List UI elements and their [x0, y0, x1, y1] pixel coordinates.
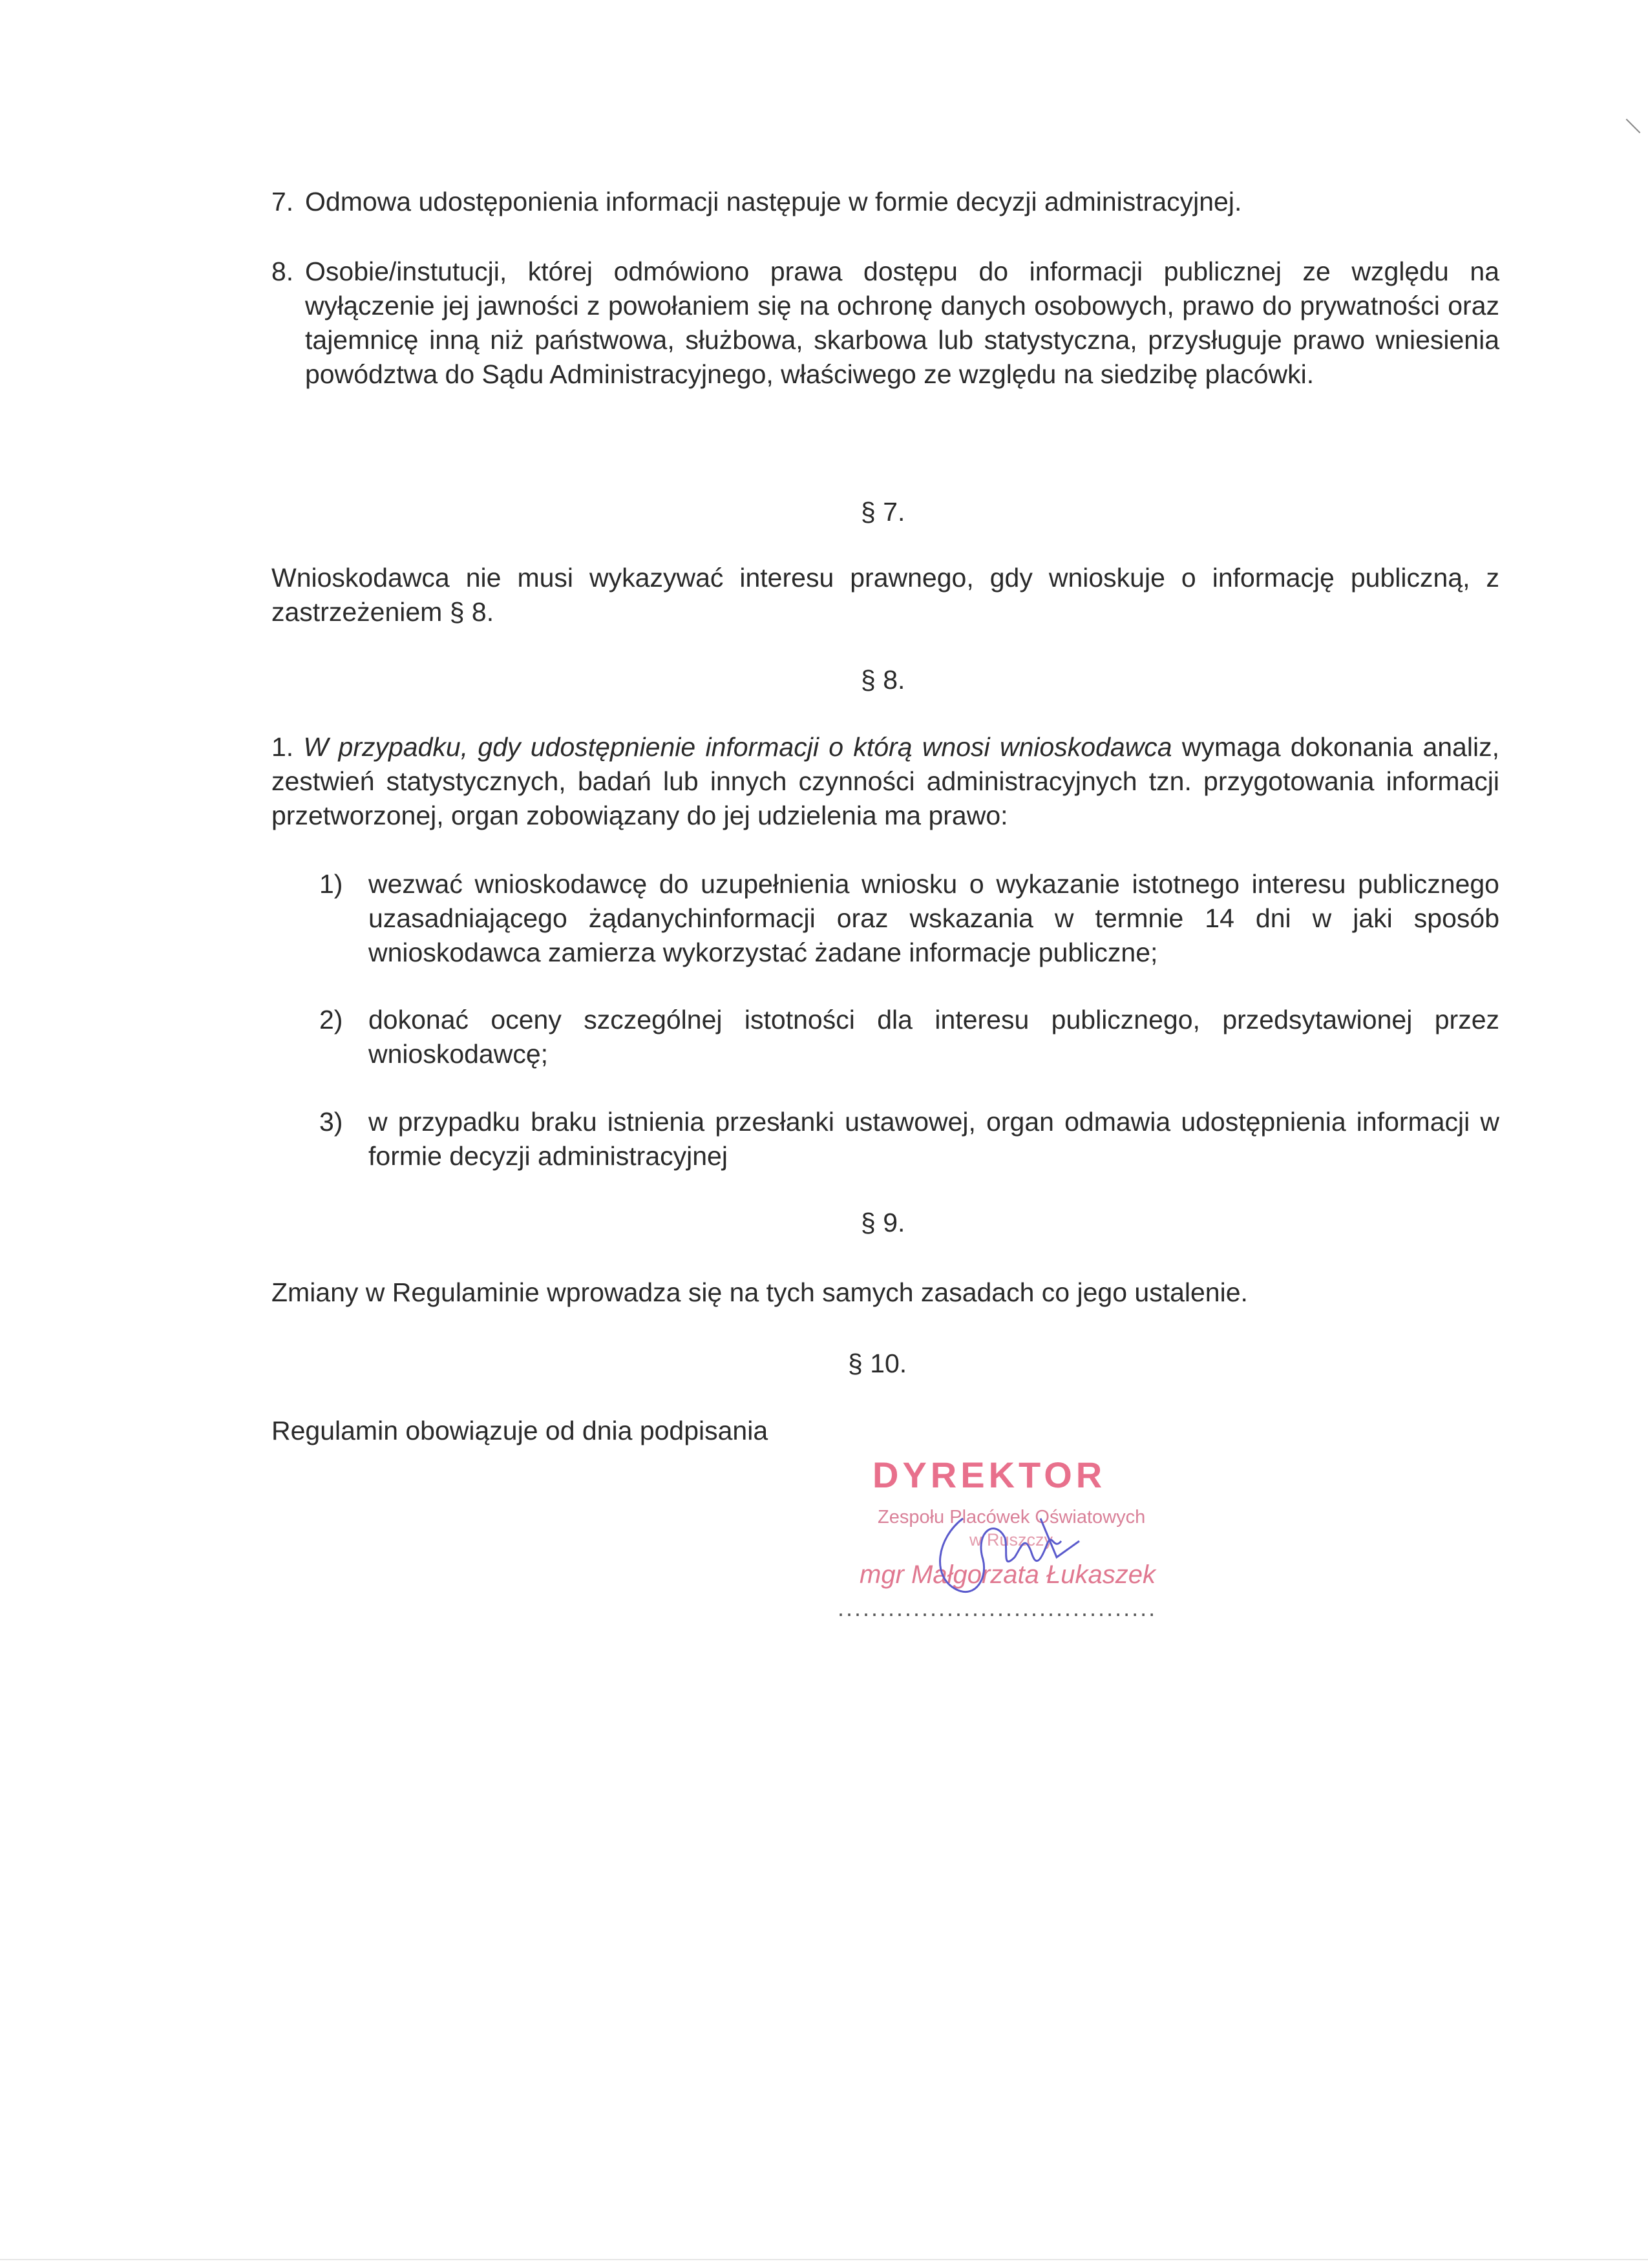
stamp-location: w Ruszczy	[969, 1530, 1053, 1549]
section-heading-9: § 9.	[861, 1208, 905, 1237]
item-text: wezwać wnioskodawcę do uzupełnienia wniosku o wykazanie istotnego interesu publicznego uzasadniającego żądanychinformacji oraz wskazania w termnie 14 dni w jaki sposób wnioskodawca zamierza wykorzystać żadane informacje publiczne;	[368, 869, 1499, 967]
item-number: 2)	[319, 1005, 343, 1034]
stamp-name: mgr Małgorzata Łukaszek	[860, 1560, 1156, 1589]
scan-artifact	[1626, 119, 1641, 134]
list-item-8	[271, 255, 1499, 392]
item-text: dokonać oceny szczególnej istotności dla interesu publicznego, przedsytawionej przez wnioskodawcę;	[368, 1005, 1499, 1069]
stamp-title: DYREKTOR	[872, 1454, 1106, 1495]
item-text: Odmowa udostęponienia informacji następuje w formie decyzji administracyjnej.	[305, 187, 1242, 216]
section-heading-8: § 8.	[861, 665, 905, 695]
list-item-7	[271, 185, 1499, 219]
item-text: Osobie/instutucji, której odmówiono prawa dostępu do informacji publicznej ze względu na wyłączenie jej jawności z powołaniem się na ochronę danych osobowych, prawo do prywatności oraz tajemnicę inną niż państwowa, służbowa, skarbowa lub statystyczna, przysługuje prawo wniesienia powództwa do Sądu Administracyjnego, właściwego ze względu na siedzibę placówki.	[305, 257, 1499, 389]
section-8-list-item-2	[319, 1003, 1499, 1071]
section-7-text: Wnioskodawca nie musi wykazywać interesu prawnego, gdy wnioskuje o informację publiczną, z zastrzeżeniem § 8.	[271, 563, 1499, 627]
section-9-text: Zmiany w Regulaminie wprowadza się na tych samych zasadach co jego ustalenie.	[271, 1277, 1248, 1307]
signature-icon	[892, 1480, 1086, 1609]
section-heading-10: § 10.	[848, 1349, 907, 1378]
page-edge	[0, 2259, 1648, 2260]
paragraph-rest: wymaga dokonania analiz, zestwień statystycznych, badań lub innych czynności administracyjnych tzn. przygotowania informacji przetworzonej, organ zobowiązany do jej udzielenia ma prawo:	[271, 732, 1499, 830]
stamp-institution: Zespołu Placówek Oświatowych	[878, 1507, 1146, 1528]
section-10-text: Regulamin obowiązuje od dnia podpisania	[271, 1416, 768, 1445]
item-number: 1)	[319, 869, 343, 899]
paragraph-number: 1.	[271, 732, 294, 762]
item-number: 3)	[319, 1107, 343, 1137]
paragraph-italic-part: W przypadku, gdy udostępnienie informacji o którą wnosi wnioskodawca	[303, 732, 1172, 762]
item-number: 7.	[271, 187, 294, 216]
item-number: 8.	[271, 257, 294, 286]
section-heading-7: § 7.	[861, 497, 905, 527]
signature-line: ......................................	[838, 1595, 1157, 1621]
section-8-list-item-3	[319, 1105, 1499, 1173]
section-8-paragraph-1	[271, 730, 1499, 833]
section-8-list-item-1	[319, 867, 1499, 970]
item-text: w przypadku braku istnienia przesłanki ustawowej, organ odmawia udostępnienia informacji w formie decyzji administracyjnej	[368, 1107, 1499, 1171]
